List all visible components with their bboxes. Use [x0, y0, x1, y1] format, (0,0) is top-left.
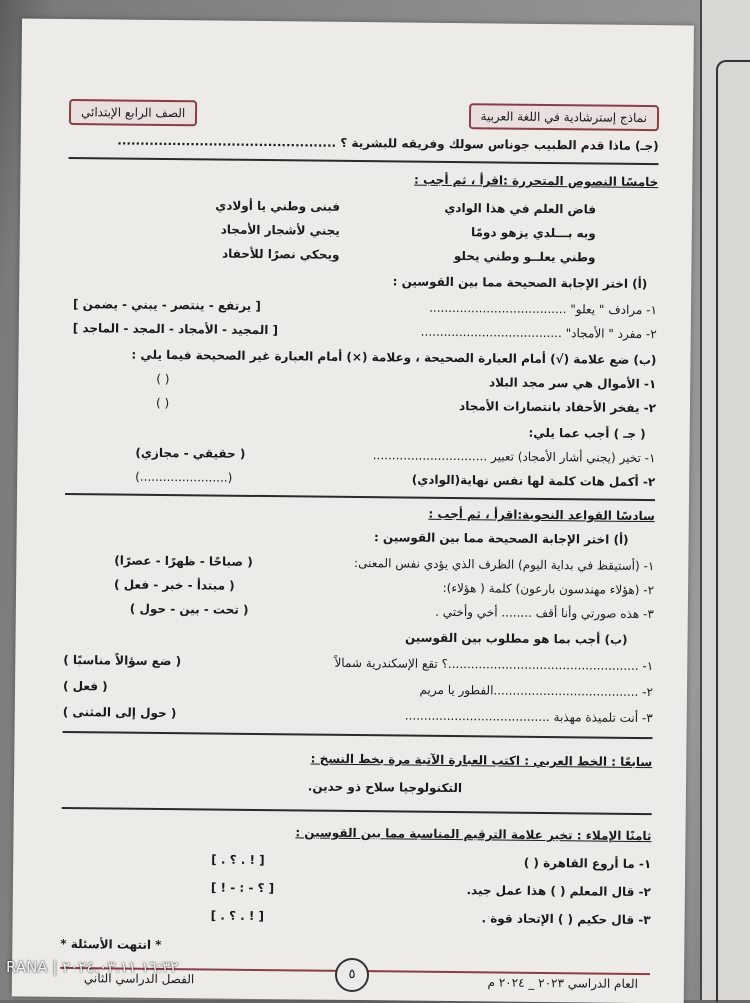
footer-year: العام الدراسي ٢٠٢٣ _ ٢٠٢٤ م	[487, 975, 639, 991]
section5-title: خامسًا النصوص المتحررة :اقرأ ، ثم أجب :	[413, 172, 659, 190]
section5-a-title: (أ) اختر الإجابة الصحيحة مما بين القوسين :	[392, 274, 648, 292]
divider	[65, 493, 655, 501]
section5-a-q2-options: [ المجيد - الأمجاد - المجد - الماجد ]	[72, 321, 279, 338]
section5-b-title: (ب) ضع علامة (√) أمام العبارة الصحيحة ، وعلامة (×) أمام العبارة غير الصحيحة فيما يلي :	[131, 347, 657, 368]
section6-b-q2-options: ( فعل )	[62, 678, 108, 694]
section6-a-q2-options: ( مبتدأ - خبر - فعل )	[114, 577, 235, 593]
section6-a-q1: ١- (أستيقظ في بداية اليوم) الظرف الذي يؤدي نفس المعنى:	[354, 555, 655, 574]
section5-b-q1-answer: ( )	[156, 371, 170, 387]
page-number: ٥	[335, 958, 369, 992]
section6-b-q2: ٢- ......................................الفطور يا مريم	[419, 682, 654, 700]
section8-q2: ٢- قال المعلم ( ) هذا عمل جيد.	[466, 883, 651, 900]
section5-c-q1: ١- تخير (يجني أشار الأمجاد) تعبير ..............................	[372, 448, 656, 466]
section5-b-q1: ١- الأموال هي سر مجد البلاد	[488, 375, 657, 392]
header-title: نماذج إسترشادية في اللغة العربية	[468, 103, 659, 131]
section7-title: سابعًا : الخط العربي : اكتب العبارة الآتية مرة بخط النسخ :	[310, 751, 653, 770]
section5-c-q1-options: ( حقيقي - مجازي)	[135, 445, 246, 461]
section6-b-q3-options: ( حول إلى المثنى )	[62, 704, 177, 721]
section5-c-q2-options: (.......................)	[135, 469, 233, 485]
divider	[63, 731, 653, 739]
page-content	[60, 99, 659, 995]
end-note: * انتهت الأسئلة *	[60, 936, 162, 952]
section8-q1-options: [ ! . ؟ . ]	[211, 852, 265, 868]
adjacent-page	[700, 0, 750, 1000]
section6-a-q3-options: ( تحت - بين - حول )	[129, 601, 249, 617]
section6-b-q1: ١- ..................................................؟ تقع الإسكندرية شمالاً	[334, 655, 654, 674]
section5-c-title: ( جـ ) أجب عما يلي:	[528, 425, 646, 442]
exam-page	[12, 18, 694, 1003]
section8-q2-options: [ ؟ - : - ! ]	[210, 880, 275, 896]
section6-title: سادسًا القواعد النحوية:اقرأ ، ثم أجب :	[428, 506, 655, 524]
poem-line-2b: يجني لأشجار الأمجاد	[220, 222, 340, 238]
section6-b-title: (ب) أجب بما هو مطلوب بين القوسين	[404, 630, 628, 647]
section5-a-q1: ١- مرادف " يعلو" ....................................	[429, 300, 658, 318]
poem-line-1b: فبنى وطني يا أولادي	[215, 198, 341, 214]
section7-sentence: التكنولوجيا سلاح ذو حدين.	[307, 779, 463, 796]
section8-q3-options: [ ! . ؟ . ]	[210, 908, 265, 924]
section5-b-q2-answer: ( )	[155, 395, 170, 411]
poem-line-3a: وطني يعلــو وطني يحلو	[453, 249, 596, 265]
header-grade: الصف الرابع الإبتدائي	[69, 99, 197, 126]
poem-line-1a: فاض العلم في هذا الوادي	[444, 200, 597, 217]
section6-a-q2: ٢- (هؤلاء مهندسون بارعون) كلمة ( هؤلاء):	[442, 580, 655, 598]
adjacent-page-border	[716, 60, 750, 1002]
section6-a-title: (أ) اختر الإجابة الصحيحة مما بين القوسين :	[373, 530, 629, 547]
section6-a-q3: ٣- هذه صورتي وأنا أقف ........ أخي وأختي .	[435, 604, 654, 622]
section5-b-q2: ٢- يفخر الأحفاد بانتصارات الأمجاد	[459, 399, 657, 416]
section8-title: ثامنًا الإملاء : تخير علامة الترقيم المناسبة مما بين القوسين :	[295, 825, 652, 844]
section6-a-q1-options: ( صباحًا - ظهرًا - عصرًا)	[114, 553, 253, 569]
divider	[69, 157, 659, 165]
divider	[62, 807, 652, 815]
section8-q1: ١- ما أروع القاهرة ( )	[523, 855, 652, 872]
section5-a-q2: ٢- مفرد " الأمجاد" .....................................	[420, 324, 657, 342]
section8-q3: ٣- قال حكيم ( ) الإتحاد قوة .	[481, 911, 651, 928]
section6-b-q3: ٣- أنت تلميذة مهذبة ......................................	[404, 708, 653, 726]
section6-b-q1-options: ( ضع سؤالاً مناسبًا )	[63, 652, 182, 669]
poem-line-2a: وبه بـــلدي يزهو دومًا	[470, 225, 596, 241]
question-c-previous: (جـ) ماذا قدم الطبيب جوناس سولك وفريقه للبشرية ؟ ................................................	[117, 133, 659, 154]
poem-line-3b: ويحكي نصرًا للأحفاد	[221, 246, 340, 262]
section5-c-q2: ٢- أكمل هات كلمة لها نفس نهاية(الوادي)	[411, 472, 656, 490]
footer-term: الفصل الدراسي الثاني	[83, 971, 195, 987]
section5-a-q1-options: [ يرتفع - ينتصر - يبني - يضمن ]	[72, 297, 261, 313]
photo-watermark: RANA | ١٦:٣٢ ٢٠٢٤.٠٣.١١	[6, 958, 179, 976]
